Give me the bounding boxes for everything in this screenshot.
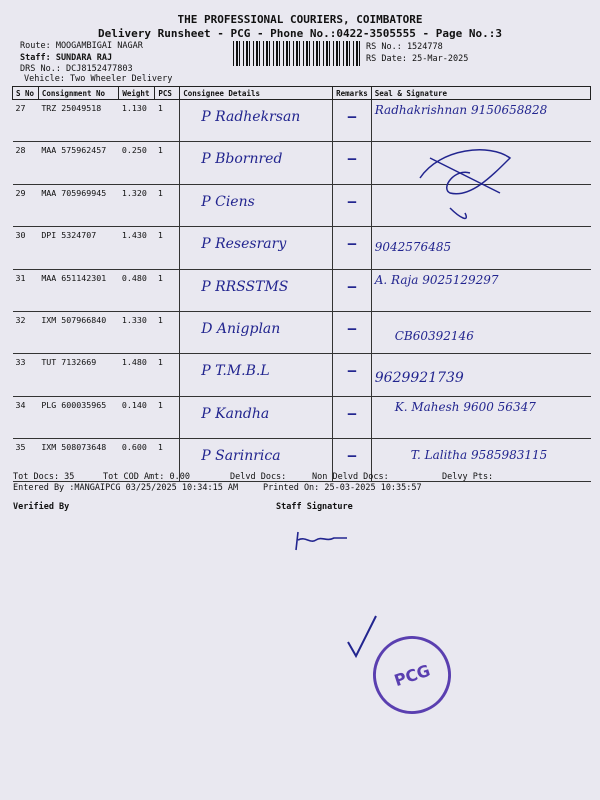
consignee-handwriting: P Kandha [201, 405, 270, 422]
col-header: Weight [119, 87, 155, 100]
consignee-handwriting: P RRSSTMS [201, 278, 289, 295]
col-header: S No [13, 87, 39, 100]
pcg-stamp: PCG [363, 626, 461, 724]
table-header-row [13, 87, 591, 100]
rs-date: RS Date: 25-Mar-2025 [366, 54, 469, 64]
signature-handwriting: CB60392146 [394, 328, 474, 343]
rs-number: RS No.: 1524778 [366, 42, 443, 52]
consignee-handwriting: D Anigplan [201, 320, 281, 337]
weight: 0.600 [119, 439, 155, 481]
weight: 0.140 [119, 396, 155, 438]
weight: 1.320 [119, 184, 155, 226]
serial-number: 28 [13, 142, 39, 184]
barcode-image [233, 41, 360, 66]
remark-mark: — [347, 448, 357, 465]
remark-mark: — [347, 405, 357, 422]
non-delivered-docs: Non Delvd Docs: [312, 472, 389, 482]
pieces: 1 [155, 227, 180, 269]
signature-handwriting: Radhakrishnan 9150658828 [374, 103, 548, 117]
remark-mark: — [347, 151, 357, 168]
signature-handwriting: T. Lalitha 9585983115 [410, 448, 548, 463]
consignment-number: IXM 508073648 [38, 439, 119, 481]
consignee-handwriting: P T.M.B.L [201, 363, 270, 380]
serial-number: 35 [13, 439, 39, 481]
pieces: 1 [155, 439, 180, 481]
verified-by-label: Verified By [13, 502, 70, 512]
table-row [13, 311, 591, 353]
remark-mark: — [347, 278, 357, 295]
consignee-handwriting: P Radhekrsan [201, 109, 301, 125]
staff-label: Staff: SUNDARA RAJ [20, 53, 113, 63]
entered-by: Entered By :MANGAIPCG 03/25/2025 10:34:15 AM [13, 483, 239, 493]
table-row [13, 396, 591, 438]
delivered-docs: Delvd Docs: [230, 472, 287, 482]
serial-number: 27 [13, 100, 39, 142]
weight: 1.480 [119, 354, 155, 396]
consignment-number: TRZ 25049518 [38, 100, 119, 142]
remark-mark: — [347, 320, 357, 337]
consignee-handwriting: P Sarinrica [201, 448, 281, 465]
remark-mark: — [347, 109, 357, 125]
table-row [13, 354, 591, 396]
tick-mark [342, 612, 382, 662]
consignment-number: MAA 705969945 [38, 184, 119, 226]
consignment-number: DPI 5324707 [38, 227, 119, 269]
drs-number: DRS No.: DCJ8152477803 [20, 64, 133, 74]
table-row [13, 227, 591, 269]
serial-number: 29 [13, 184, 39, 226]
pieces: 1 [155, 396, 180, 438]
serial-number: 31 [13, 269, 39, 311]
runsheet-subtitle: Delivery Runsheet - PCG - Phone No.:0422-3505555 - Page No.:3 [98, 27, 502, 40]
staff-signature-label: Staff Signature [276, 502, 353, 512]
route-label: Route: MOOGAMBIGAI NAGAR [20, 41, 143, 51]
vehicle-label: Vehicle: Two Wheeler Delivery [24, 74, 173, 84]
total-cod-amount: Tot COD Amt: 0.00 [103, 472, 190, 482]
signature-handwriting: A. Raja 9025129297 [374, 272, 499, 287]
signature-handwriting: K. Mahesh 9600 56347 [394, 399, 536, 414]
signature-handwriting: 9042576485 [374, 240, 452, 255]
total-docs: Tot Docs: 35 [13, 472, 75, 482]
remark-mark: — [347, 363, 357, 380]
consignment-number: TUT 7132669 [38, 354, 119, 396]
printed-on: Printed On: 25-03-2025 10:35:57 [263, 483, 422, 493]
delivery-points: Delvy Pts: [442, 472, 494, 482]
staff-signature-scribble [292, 528, 352, 553]
weight: 0.250 [119, 142, 155, 184]
remark-mark: — [347, 193, 357, 210]
table-row [13, 439, 591, 481]
pieces: 1 [155, 354, 180, 396]
pieces: 1 [155, 311, 180, 353]
pieces: 1 [155, 142, 180, 184]
pieces: 1 [155, 269, 180, 311]
consignment-number: PLG 600035965 [38, 396, 119, 438]
pieces: 1 [155, 184, 180, 226]
weight: 1.330 [119, 311, 155, 353]
consignment-number: MAA 575962457 [38, 142, 119, 184]
consignee-handwriting: P Ciens [201, 193, 255, 210]
col-header: Remarks [333, 87, 372, 100]
pieces: 1 [155, 100, 180, 142]
table-row [13, 269, 591, 311]
signature-handwriting: 9629921739 [374, 370, 464, 387]
serial-number: 34 [13, 396, 39, 438]
col-header: Consignee Details [180, 87, 333, 100]
serial-number: 33 [13, 354, 39, 396]
weight: 1.430 [119, 227, 155, 269]
remark-mark: — [347, 236, 357, 253]
consignee-handwriting: P Bbornred [201, 151, 283, 168]
col-header: Consignment No [38, 87, 119, 100]
company-title: THE PROFESSIONAL COURIERS, COIMBATORE [177, 13, 423, 26]
table-row [13, 100, 591, 142]
weight: 1.130 [119, 100, 155, 142]
consignment-number: IXM 507966840 [38, 311, 119, 353]
col-header: PCS [155, 87, 180, 100]
serial-number: 32 [13, 311, 39, 353]
consignment-number: MAA 651142301 [38, 269, 119, 311]
delivery-seal-scribble [410, 138, 520, 228]
weight: 0.480 [119, 269, 155, 311]
serial-number: 30 [13, 227, 39, 269]
consignee-handwriting: P Resesrary [201, 236, 287, 253]
col-header: Seal & Signature [371, 87, 590, 100]
